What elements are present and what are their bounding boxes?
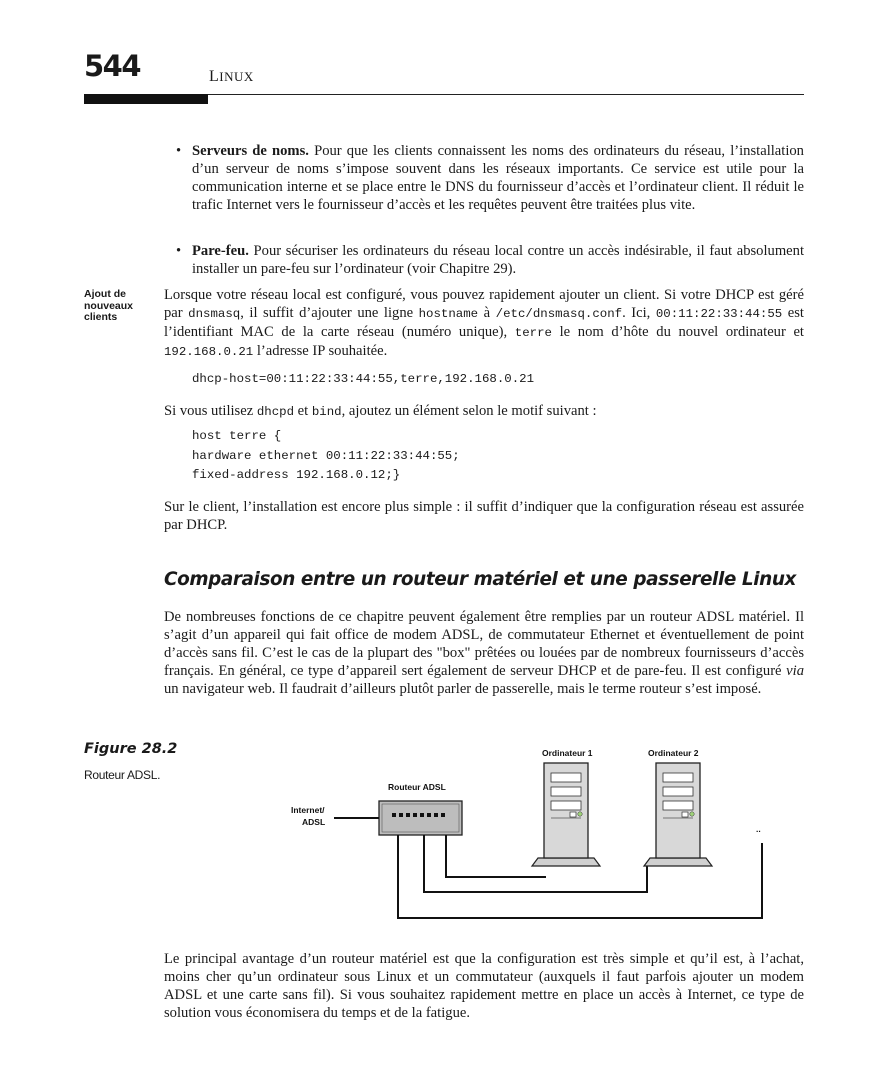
- text-run: Lorsque votre réseau local est configuré, vous pouvez rapidement ajouter un client. Si votre DHCP est géré par: [164, 287, 804, 321]
- page-number: 544: [84, 49, 141, 83]
- adsl-label: ADSL: [302, 817, 326, 827]
- running-title-rest: INUX: [219, 69, 254, 84]
- router-icon: [379, 801, 462, 835]
- bullet-term: Pare-feu.: [192, 243, 249, 259]
- paragraph: Sur le client, l’installation est encore plus simple : il suffit d’indiquer que la configuration réseau est assurée par DHCP.: [164, 499, 804, 533]
- text-run: Si vous utilisez: [164, 403, 257, 419]
- text-run: et: [294, 403, 312, 419]
- internet-label: Internet/: [291, 805, 325, 815]
- figure-label: Figure 28.2: [84, 741, 178, 757]
- router-label: Routeur ADSL: [388, 782, 446, 792]
- text-run: le nom d’hôte du nouvel ordinateur et: [551, 324, 804, 340]
- section-heading: Comparaison entre un routeur matériel et une passerelle Linux: [164, 569, 796, 590]
- bullet-dot-icon: •: [176, 243, 182, 259]
- running-title-initial: L: [209, 68, 220, 85]
- figure-caption: Routeur ADSL.: [84, 768, 161, 782]
- inline-code: 00:11:22:33:44:55: [655, 307, 783, 321]
- computer1-label: Ordinateur 1: [542, 748, 593, 758]
- text-run: est l’identifiant MAC de la carte réseau (numéro unique),: [164, 305, 804, 340]
- inline-code: terre: [514, 326, 552, 340]
- text-run: l’adresse IP souhaitée.: [253, 343, 388, 359]
- inline-code: hostname: [418, 307, 479, 321]
- text-run: , il suffit d’ajouter une ligne: [240, 305, 419, 321]
- computer2-icon: [644, 763, 712, 866]
- inline-code: bind: [311, 405, 342, 419]
- text-run: . Ici,: [622, 305, 656, 321]
- computer2-label: Ordinateur 2: [648, 748, 699, 758]
- inline-code: dnsmasq: [188, 307, 241, 321]
- text-run: un navigateur web. Il faudrait d’ailleurs plutôt parler de passerelle, mais le terme routeur s’est imposé.: [164, 681, 762, 697]
- bullet-dot-icon: •: [176, 143, 182, 159]
- code-line: dhcp-host=00:11:22:33:44:55,terre,192.168.0.21: [192, 372, 535, 386]
- inline-code: /etc/dnsmasq.conf: [495, 307, 623, 321]
- text-run: De nombreuses fonctions de ce chapitre peuvent également être remplies par un routeur ADSL matériel. Il s’agit d’un appareil qui fait office de modem ADSL, de commutateur Ethernet et éventuellement de point d’accès sans fil. C’est le cas de la plupart des "box" prêtées ou louées par de nombreux fournisseurs d’accès français. En général, ce type d’appareil sert également de serveur DHCP et de pare-feu. Il est configuré: [164, 609, 804, 679]
- code-line: hardware ethernet 00:11:22:33:44:55;: [192, 448, 460, 463]
- paragraph: Le principal avantage d’un routeur matériel est que la configuration est très simple et qu’il est, à l’achat, moins cher qu’un ordinateur sous Linux et un commutateur (auxquels il faut parfois ajouter un modem ADSL et une carte sans fil). Si vous souhaitez rapidement mettre en place un accès à Internet, ce type de solution vous économisera du temps et de la fatigue.: [164, 951, 804, 1021]
- inline-code: 192.168.0.21: [164, 345, 254, 359]
- margin-note: Ajout de nouveaux clients: [84, 288, 134, 323]
- inline-code: dhcpd: [256, 405, 295, 419]
- code-line: fixed-address 192.168.0.12;}: [192, 468, 401, 482]
- emphasis: via: [786, 663, 804, 679]
- bullet-term: Serveurs de noms.: [192, 143, 309, 159]
- bullet-text: Pour que les clients connaissent les noms des ordinateurs du réseau, l’installation d’un serveur de noms s’impose souvent dans les réseaux importants. Ce service est utile pour la communication interne et se place entre le DNS du fournisseur d’accès et l’ordinateur client. Il réduit le trafic Internet vers le fournisseur d’accès et les requêtes peuvent être traitées plus vite.: [192, 143, 804, 213]
- text-run: à: [478, 305, 496, 321]
- computer1-icon: [532, 763, 600, 866]
- code-line: host terre {: [192, 429, 282, 443]
- bullet-text: Pour sécuriser les ordinateurs du réseau local contre un accès indésirable, il faut absolument installer un pare-feu sur l’ordinateur (voir Chapitre 29).: [192, 243, 804, 277]
- text-run: , ajoutez un élément selon le motif suivant :: [341, 403, 597, 419]
- ellipsis-label: ..: [756, 824, 761, 834]
